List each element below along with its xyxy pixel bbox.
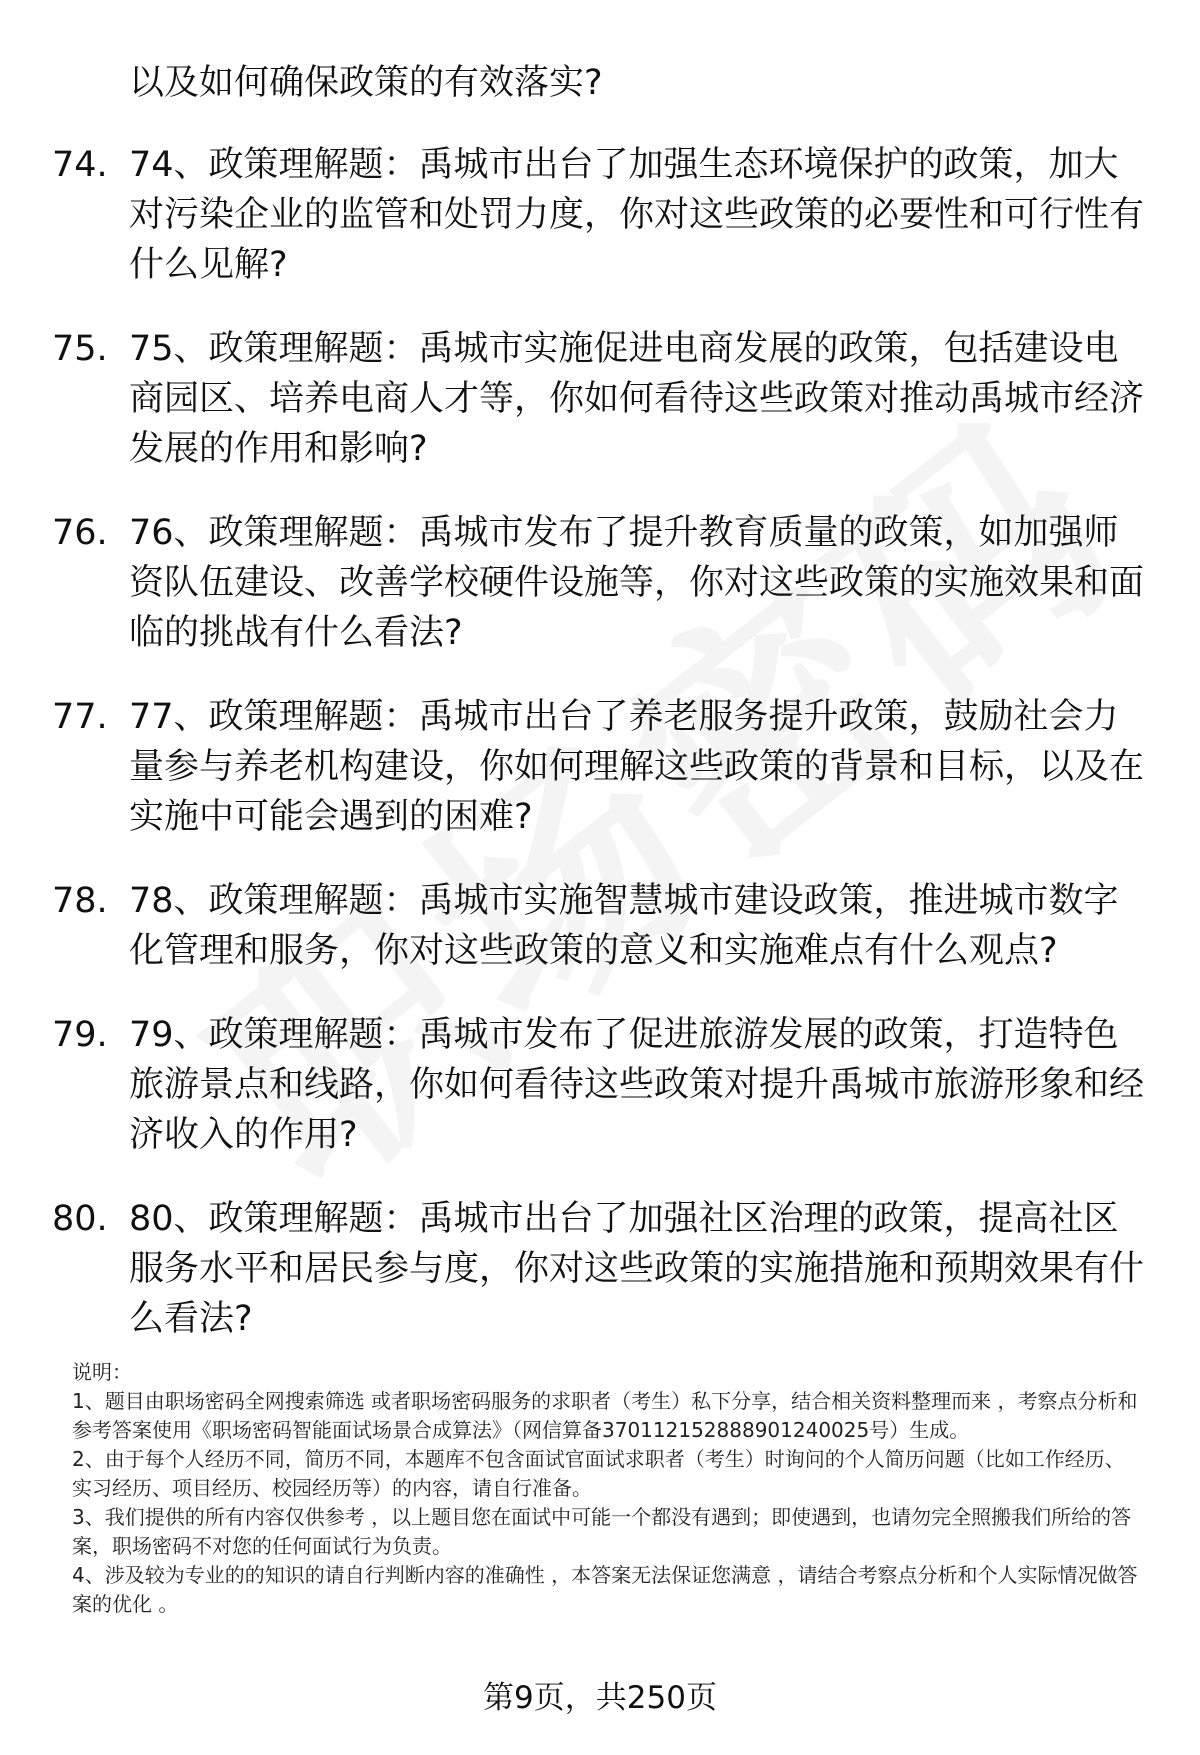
question-text: 77、政策理解题：禹城市出台了养老服务提升政策，鼓励社会力量参与养老机构建设，你如何理解这些政策的背景和目标，以及在实施中可能会遇到的困难? xyxy=(129,697,1145,837)
note-item: 3、我们提供的所有内容仅供参考 ，以上题目您在面试中可能一个都没有遇到；即使遇到，也请勿完全照搬我们所给的答案，职场密码不对您的任何面试行为负责。 xyxy=(72,1505,1132,1558)
question-text: 78、政策理解题：禹城市实施智慧城市建设政策，推进城市数字化管理和服务，你对这些政策的意义和实施难点有什么观点? xyxy=(129,881,1119,971)
question-number: 75. xyxy=(52,329,108,369)
question-item xyxy=(0,508,1200,658)
question-item xyxy=(0,1194,1200,1344)
question-number: 74. xyxy=(52,145,108,185)
question-number: 76. xyxy=(52,513,108,553)
note-item: 4、涉及较为专业的的知识的请自行判断内容的准确性 ，本答案无法保证您满意 ，请结合考察点分析和个人实际情况做答案的优化 。 xyxy=(72,1563,1138,1616)
question-item xyxy=(0,324,1200,474)
notes-section xyxy=(72,1358,1142,1619)
question-item xyxy=(0,140,1200,290)
question-text: 76、政策理解题：禹城市发布了提升教育质量的政策，如加强师资队伍建设、改善学校硬件设施等，你对这些政策的实施效果和面临的挑战有什么看法? xyxy=(129,513,1145,653)
note-item: 2、由于每个人经历不同，简历不同，本题库不包含面试官面试求职者（考生）时询问的个人简历问题（比如工作经历、实习经历、项目经历、校园经历等）的内容，请自行准备。 xyxy=(72,1447,1125,1500)
continuation-text: 以及如何确保政策的有效落实? xyxy=(129,63,603,103)
question-number: 78. xyxy=(52,881,108,921)
notes-heading: 说明： xyxy=(72,1360,132,1384)
page-footer: 第9页，共250页 xyxy=(483,1680,717,1716)
question-text: 79、政策理解题：禹城市发布了促进旅游发展的政策，打造特色旅游景点和线路，你如何看待这些政策对提升禹城市旅游形象和经济收入的作用? xyxy=(129,1015,1145,1155)
question-item xyxy=(0,1010,1200,1160)
question-number: 79. xyxy=(52,1015,108,1055)
question-item xyxy=(0,876,1200,976)
note-item: 1、题目由职场密码全网搜索筛选 或者职场密码服务的求职者（考生）私下分享，结合相关资料整理而来 ，考察点分析和参考答案使用《职场密码智能面试场景合成算法》（网信算备370112152888901240025号）生成。 xyxy=(72,1389,1138,1442)
question-text: 74、政策理解题：禹城市出台了加强生态环境保护的政策，加大对污染企业的监管和处罚力度，你对这些政策的必要性和可行性有什么见解? xyxy=(129,145,1145,285)
question-text: 75、政策理解题：禹城市实施促进电商发展的政策，包括建设电商园区、培养电商人才等，你如何看待这些政策对推动禹城市经济发展的作用和影响? xyxy=(129,329,1145,469)
question-text: 80、政策理解题：禹城市出台了加强社区治理的政策，提高社区服务水平和居民参与度，你对这些政策的实施措施和预期效果有什么看法? xyxy=(129,1199,1145,1339)
question-item xyxy=(0,692,1200,842)
question-number: 77. xyxy=(52,697,108,737)
question-list xyxy=(0,140,1200,1378)
question-number: 80. xyxy=(52,1199,108,1239)
